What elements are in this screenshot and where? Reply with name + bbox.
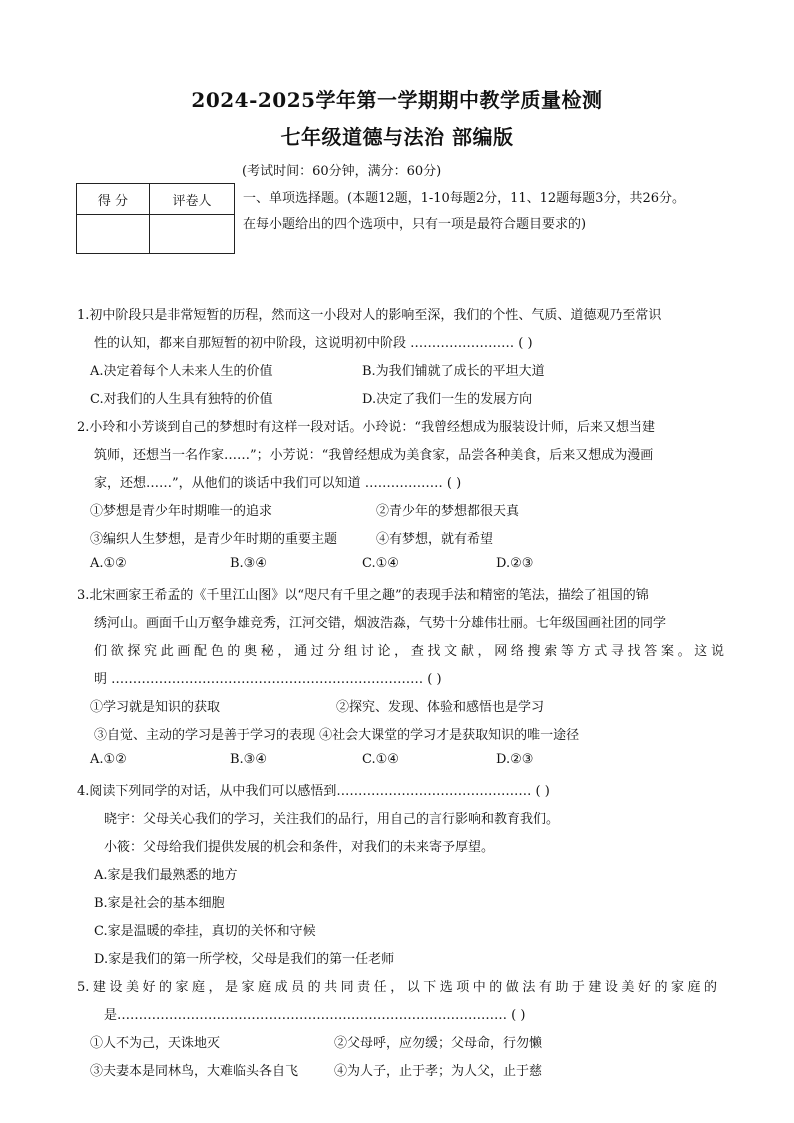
q2-stem-line1: 2.小玲和小芳谈到自己的梦想时有这样一段对话。小玲说：“我曾经想成为服装设计师，后来又想当建 [77,420,656,435]
q1-stem-line1: 1.初中阶段只是非常短暂的历程，然而这一小段对人的影响至深，我们的个性、气质、道德观乃至常识 [77,308,662,323]
q2-statement-3: ③编织人生梦想，是青少年时期的重要主题 [90,532,338,547]
grader-cell [150,215,235,254]
q1-option-a: A.决定着每个人未来人生的价值 [90,364,273,379]
q5-statement-3: ③夫妻本是同林鸟，大难临头各自飞 [90,1064,299,1079]
q2-statement-1: ①梦想是青少年时期唯一的追求 [90,504,273,519]
q3-option-b: B.③④ [230,752,267,767]
q5-statement-4: ④为人子，止于孝；为人父，止于慈 [334,1064,543,1079]
q5-statement-1: ①人不为己，天诛地灭 [90,1036,221,1051]
q3-stem-line1: 3.北宋画家王希孟的《千里江山图》以“咫尺有千里之趣”的表现手法和精密的笔法，描绘了祖国的锦 [77,588,649,603]
q2-option-d: D.②③ [496,556,534,571]
score-cell [77,215,150,254]
q4-option-b: B.家是社会的基本细胞 [94,896,225,911]
q2-option-c: C.①④ [362,556,399,571]
q2-stem-line2: 筑师，还想当一名作家……”；小芳说：“我曾经想成为美食家，品尝各种美食，后来又想成为漫画 [94,448,654,463]
q4-dialogue-2: 小筱：父母给我们提供发展的机会和条件，对我们的未来寄予厚望。 [104,840,495,855]
q3-option-c: C.①④ [362,752,399,767]
section-heading-line1: 一、单项选择题。(本题12题，1-10每题2分，11、12题每题3分，共26分。 [243,191,685,206]
score-table [76,183,235,254]
q3-stem-line3: 们欲探究此画配色的奥秘，通过分组讨论，查找文献，网络搜索等方式寻找答案。这说 [94,644,724,659]
q3-stem-line2: 绣河山。画面千山万壑争雄竞秀，江河交错，烟波浩淼，气势十分雄伟壮丽。七年级国画社团的同学 [94,616,667,631]
exam-title: 2024-2025学年第一学期期中教学质量检测 [191,88,603,112]
score-header: 得 分 [77,184,150,215]
q4-stem-line1: 4.阅读下列同学的对话，从中我们可以感悟到……………………………………… ( ) [77,784,550,799]
q2-statement-4: ④有梦想，就有希望 [376,532,494,547]
section-heading-line2: 在每小题给出的四个选项中，只有一项是最符合题目要求的) [243,217,587,232]
q2-statement-2: ②青少年的梦想都很天真 [376,504,520,519]
q3-option-d: D.②③ [496,752,534,767]
q4-option-d: D.家是我们的第一所学校，父母是我们的第一任老师 [94,952,395,967]
q3-statement-1: ①学习就是知识的获取 [90,700,221,715]
q2-option-a: A.①② [90,556,127,571]
q3-statement-3-4: ③自觉、主动的学习是善于学习的表现 ④社会大课堂的学习才是获取知识的唯一途径 [94,728,580,743]
exam-info: (考试时间：60分钟，满分：60分) [242,164,442,179]
q1-stem-line2: 性的认知，都来自那短暂的初中阶段，这说明初中阶段 …………………… ( ) [94,336,533,351]
q1-option-b: B.为我们铺就了成长的平坦大道 [362,364,545,379]
q3-stem-line4: 明 ……………………………………………………………… ( ) [94,672,442,687]
section-heading [243,186,723,238]
q4-dialogue-1: 晓宇：父母关心我们的学习，关注我们的品行，用自己的言行影响和教育我们。 [104,812,560,827]
q3-statement-2: ②探究、发现、体验和感悟也是学习 [336,700,545,715]
q1-option-c: C.对我们的人生具有独特的价值 [90,392,273,407]
grader-header: 评卷人 [150,184,235,215]
q5-statement-2: ②父母呼，应勿缓；父母命，行勿懒 [334,1036,543,1051]
q4-option-c: C.家是温暖的牵挂，真切的关怀和守候 [94,924,316,939]
q2-option-b: B.③④ [230,556,267,571]
q5-stem-line1: 5.建设美好的家庭，是家庭成员的共同责任，以下选项中的做法有助于建设美好的家庭的 [77,980,717,995]
q1-option-d: D.决定了我们一生的发展方向 [362,392,533,407]
exam-subtitle: 七年级道德与法治 部编版 [280,125,514,149]
q5-stem-line2: 是……………………………………………………………………………… ( ) [104,1008,526,1023]
q4-option-a: A.家是我们最熟悉的地方 [94,868,238,883]
q3-option-a: A.①② [90,752,127,767]
q2-stem-line3: 家，还想……”，从他们的谈话中我们可以知道 ……………… ( ) [94,476,462,491]
